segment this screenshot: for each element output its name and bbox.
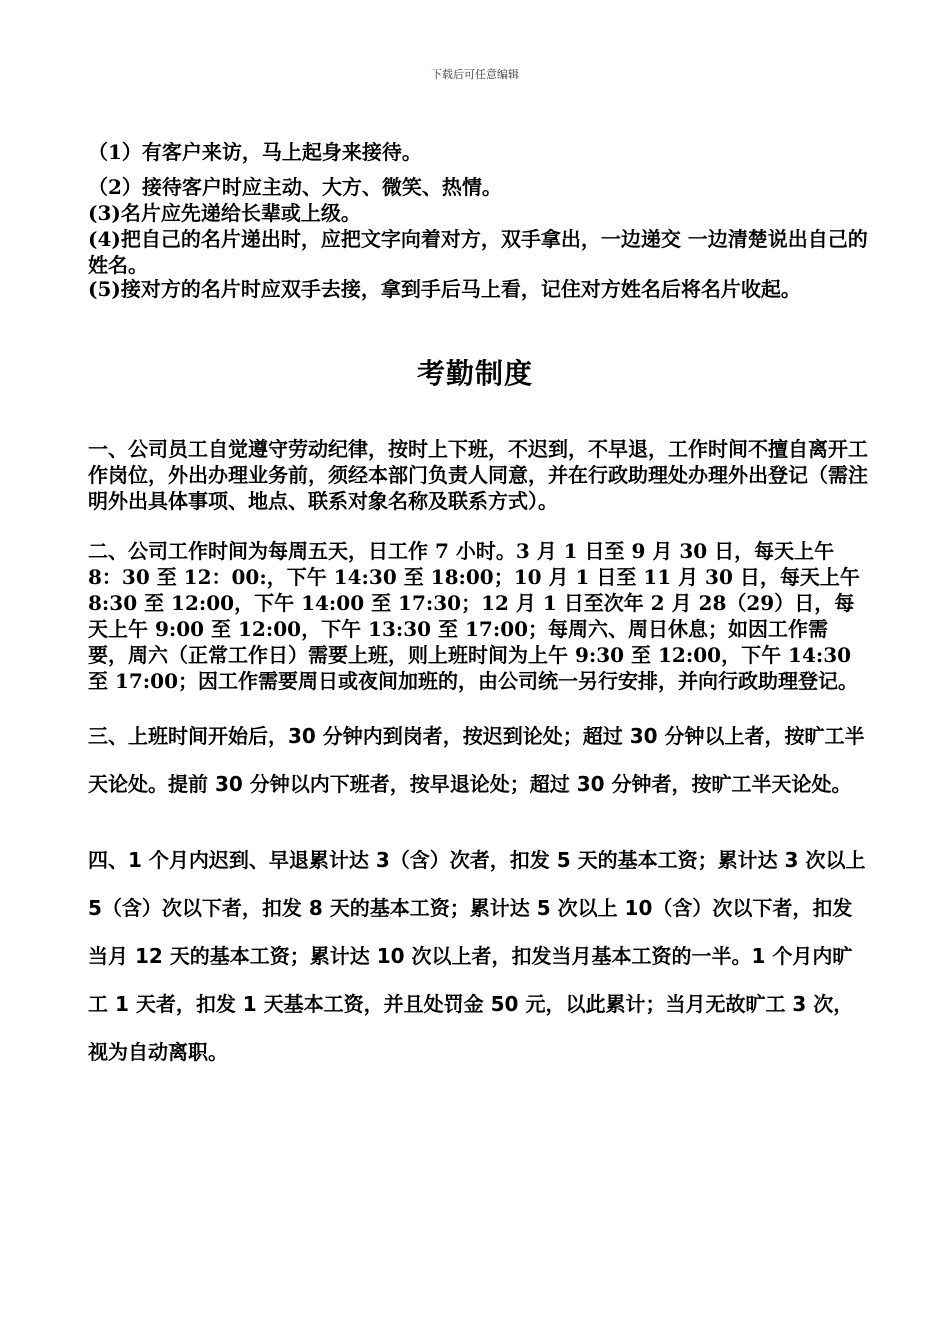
rule-3: 三、上班时间开始后，30 分钟内到岗者，按迟到论处；超过 30 分钟以上者，按旷工半天论处。提前 30 分钟以内下班者，按早退论处；超过 30 分钟者，按旷工半天论处。	[88, 724, 865, 796]
etiquette-item-3: (3)名片应先递给长辈或上级。	[88, 201, 361, 225]
etiquette-item-5: (5)接对方的名片时应双手去接，拿到手后马上看，记住对方姓名后将名片收起。	[88, 277, 801, 301]
page-title: 考勤制度	[416, 357, 533, 390]
etiquette-item-1: （1）有客户来访，马上起身来接待。	[88, 140, 422, 164]
rule-1: 一、公司员工自觉遵守劳动纪律，按时上下班，不迟到，不早退，工作时间不擅自离开工作岗位，外出办理业务前，须经本部门负责人同意，并在行政助理处办理外出登记（需注明外出具体事项、地点、联系对象名称及联系方式）。	[88, 437, 868, 513]
etiquette-item-2: （2）接待客户时应主动、大方、微笑、热情。	[88, 175, 502, 199]
rule-4: 四、1 个月内迟到、早退累计达 3（含）次者，扣发 5 天的基本工资；累计达 3 次以上 5（含）次以下者，扣发 8 天的基本工资；累计达 5 次以上 10（含）次以下者，扣发当月 12 天的基本工资；累计达 10 次以上者，扣发当月基本工资的一半。1 个月内旷工 1 天者，扣发 1 天基本工资，并且处罚金 50 元，以此累计；当月无故旷工 3 次，视为自动离职。	[88, 848, 873, 1064]
page-header-note: 下载后可任意编辑	[431, 68, 519, 81]
rule-2: 二、公司工作时间为每周五天，日工作 7 小时。3 月 1 日至 9 月 30 日，每天上午 8：30 至 12：00:，下午 14:30 至 18:00；10 月 1 日至 11 月 30 日，每天上午 8:30 至 12:00，下午 14:00 至 17:30；12 月 1 日至次年 2 月 28（29）日，每天上午 9:00 至 12:00，下午 13:30 至 17:00；每周六、周日休息；如因工作需要，周六（正常工作日）需要上班，则上班时间为上午 9:30 至 12:00，下午 14:30 至 17:00；因工作需要周日或夜间加班的，由公司统一另行安排，并向行政助理登记。	[88, 539, 867, 693]
etiquette-item-4: (4)把自己的名片递出时，应把文字向着对方，双手拿出，一边递交 一边清楚说出自己的姓名。	[88, 227, 868, 277]
